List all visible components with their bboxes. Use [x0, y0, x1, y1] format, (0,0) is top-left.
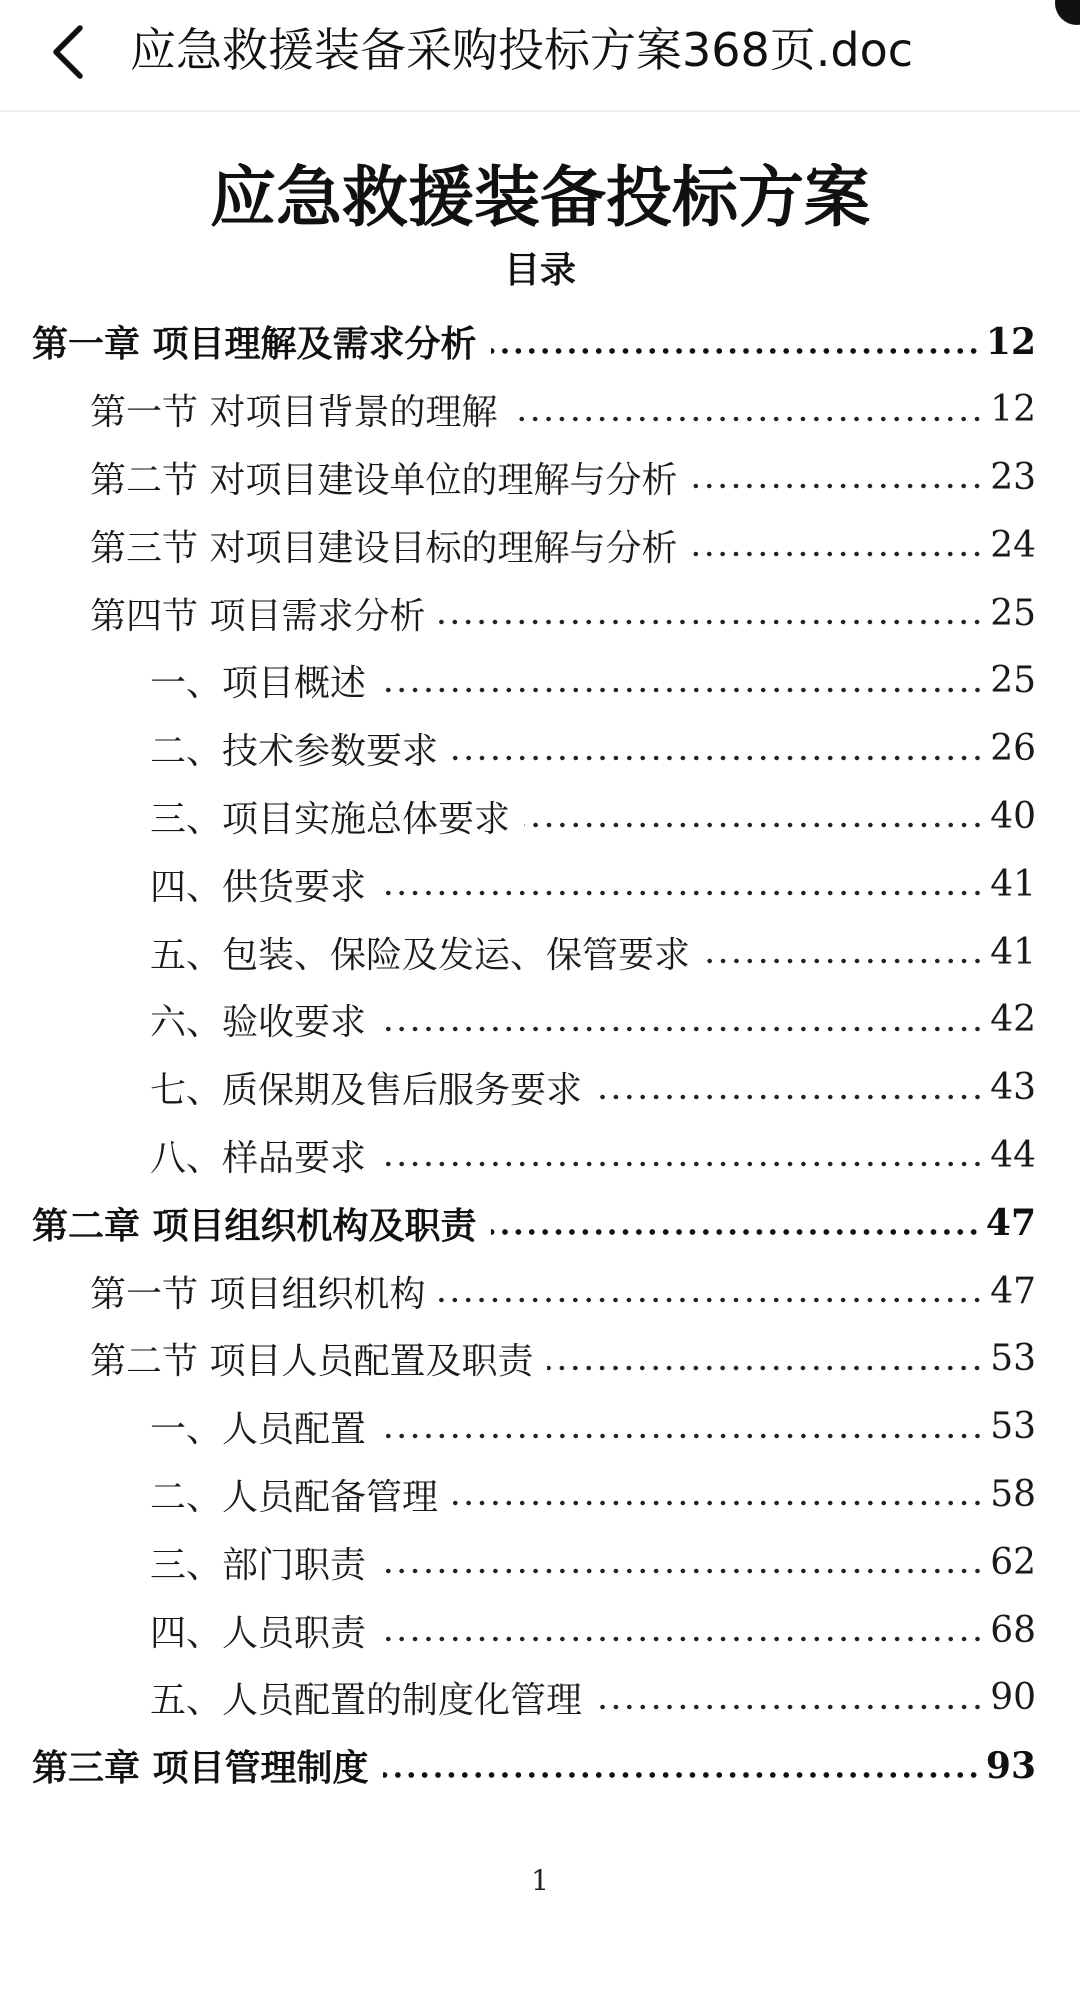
toc-entry-page: 40 — [990, 795, 1036, 837]
toc-entry-label: 三、部门职责 — [150, 1544, 367, 1586]
toc-entry-label: 第三节 对项目建设目标的理解与分析 — [90, 527, 678, 569]
toc-entry-page: 43 — [990, 1067, 1036, 1109]
toc-entry-page: 90 — [990, 1677, 1036, 1719]
toc-section-row[interactable] — [0, 1325, 1080, 1393]
toc-entry-page: 25 — [990, 592, 1036, 634]
toc-dot-leader — [491, 1227, 980, 1237]
toc-section-row[interactable] — [0, 444, 1080, 512]
toc-entry-label: 二、技术参数要求 — [150, 731, 439, 773]
toc-dot-leader — [439, 1295, 984, 1305]
toc-subsection-row[interactable] — [0, 1461, 1080, 1529]
toc-subsection-row[interactable] — [0, 647, 1080, 715]
toc-entry-label: 第三章 项目管理制度 — [32, 1748, 369, 1790]
toc-entry-label: 一、人员配置 — [150, 1409, 367, 1451]
toc-entry-label: 六、验收要求 — [150, 1002, 367, 1044]
toc-dot-leader — [596, 1092, 984, 1102]
toc-entry-page: 41 — [990, 931, 1036, 973]
toc-entry-label: 五、包装、保险及发运、保管要求 — [150, 934, 691, 976]
toc-section-row[interactable] — [0, 511, 1080, 579]
toc-entry-label: 七、质保期及售后服务要求 — [150, 1070, 583, 1112]
toc-entry-page: 26 — [990, 728, 1036, 770]
toc-heading: 目录 — [503, 250, 576, 291]
toc-chapter-row[interactable] — [0, 308, 1080, 376]
toc-entry-label: 一、项目概述 — [150, 663, 367, 705]
toc-entry-label: 八、样品要求 — [150, 1137, 367, 1179]
toc-dot-leader — [380, 1634, 984, 1644]
toc-entry-label: 第四节 项目需求分析 — [90, 595, 426, 637]
toc-entry-page: 44 — [990, 1134, 1036, 1176]
top-app-bar — [0, 0, 1080, 112]
toc-dot-leader — [691, 549, 984, 559]
toc-dot-leader — [380, 1024, 984, 1034]
toc-dot-leader — [380, 888, 984, 898]
toc-entry-label: 第一节 项目组织机构 — [90, 1273, 426, 1315]
toc-subsection-row[interactable] — [0, 715, 1080, 783]
toc-chapter-row[interactable] — [0, 1189, 1080, 1257]
toc-entry-page: 62 — [990, 1541, 1036, 1583]
toc-subsection-row[interactable] — [0, 918, 1080, 986]
toc-entry-label: 四、人员职责 — [150, 1612, 367, 1654]
toc-entry-page: 12 — [990, 389, 1036, 431]
toc-dot-leader — [691, 481, 984, 491]
toc-chapter-row[interactable] — [0, 1732, 1080, 1800]
document-title: 应急救援装备投标方案 — [210, 159, 870, 236]
toc-entry-page: 53 — [990, 1406, 1036, 1448]
toc-dot-leader — [380, 685, 984, 695]
toc-dot-leader — [380, 1566, 984, 1576]
toc-dot-leader — [596, 1702, 984, 1712]
toc-dot-leader — [380, 1431, 984, 1441]
toc-dot-leader — [491, 346, 980, 356]
toc-entry-page: 58 — [990, 1473, 1036, 1515]
toc-entry-label: 第一章 项目理解及需求分析 — [32, 324, 477, 366]
toc-entry-label: 二、人员配备管理 — [150, 1476, 439, 1518]
toc-entry-page: 23 — [990, 456, 1036, 498]
toc-dot-leader — [439, 617, 984, 627]
toc-entry-page: 68 — [990, 1609, 1036, 1651]
toc-entry-page: 25 — [990, 660, 1036, 702]
toc-dot-leader — [547, 1363, 984, 1373]
toc-entry-page: 93 — [985, 1744, 1036, 1787]
toc-subsection-row[interactable] — [0, 783, 1080, 851]
table-of-contents — [0, 308, 1080, 1800]
toc-entry-page: 41 — [990, 863, 1036, 905]
page-number: 1 — [531, 1864, 549, 1897]
toc-subsection-row[interactable] — [0, 1393, 1080, 1461]
chevron-left-icon[interactable] — [46, 22, 90, 82]
toc-dot-leader — [704, 956, 984, 966]
toc-dot-leader — [511, 414, 984, 424]
toc-dot-leader — [452, 753, 984, 763]
toc-subsection-row[interactable] — [0, 1122, 1080, 1190]
toc-subsection-row[interactable] — [0, 850, 1080, 918]
toc-entry-label: 第一节 对项目背景的理解 — [90, 392, 498, 434]
toc-dot-leader — [380, 1159, 984, 1169]
toc-entry-label: 第二节 对项目建设单位的理解与分析 — [90, 459, 678, 501]
toc-subsection-row[interactable] — [0, 986, 1080, 1054]
toc-entry-label: 第二节 项目人员配置及职责 — [90, 1341, 534, 1383]
toc-entry-label: 五、人员配置的制度化管理 — [150, 1680, 583, 1722]
toc-subsection-row[interactable] — [0, 1596, 1080, 1664]
toc-section-row[interactable] — [0, 376, 1080, 444]
toc-entry-page: 53 — [990, 1338, 1036, 1380]
toc-entry-page: 47 — [990, 1270, 1036, 1312]
toc-section-row[interactable] — [0, 579, 1080, 647]
toc-entry-page: 24 — [990, 524, 1036, 566]
file-name-title: 应急救援装备采购投标方案368页.doc — [130, 23, 914, 77]
toc-dot-leader — [524, 820, 984, 830]
toc-subsection-row[interactable] — [0, 1054, 1080, 1122]
toc-dot-leader — [383, 1770, 980, 1780]
toc-section-row[interactable] — [0, 1257, 1080, 1325]
toc-entry-page: 12 — [985, 320, 1036, 363]
corner-indicator-icon — [1054, 0, 1080, 26]
toc-dot-leader — [452, 1498, 984, 1508]
toc-entry-page: 42 — [990, 999, 1036, 1041]
toc-subsection-row[interactable] — [0, 1664, 1080, 1732]
document-page — [0, 114, 1080, 2014]
toc-entry-page: 47 — [985, 1202, 1036, 1245]
toc-entry-label: 第二章 项目组织机构及职责 — [32, 1205, 477, 1247]
toc-entry-label: 四、供货要求 — [150, 866, 367, 908]
toc-entry-label: 三、项目实施总体要求 — [150, 798, 511, 840]
toc-subsection-row[interactable] — [0, 1528, 1080, 1596]
